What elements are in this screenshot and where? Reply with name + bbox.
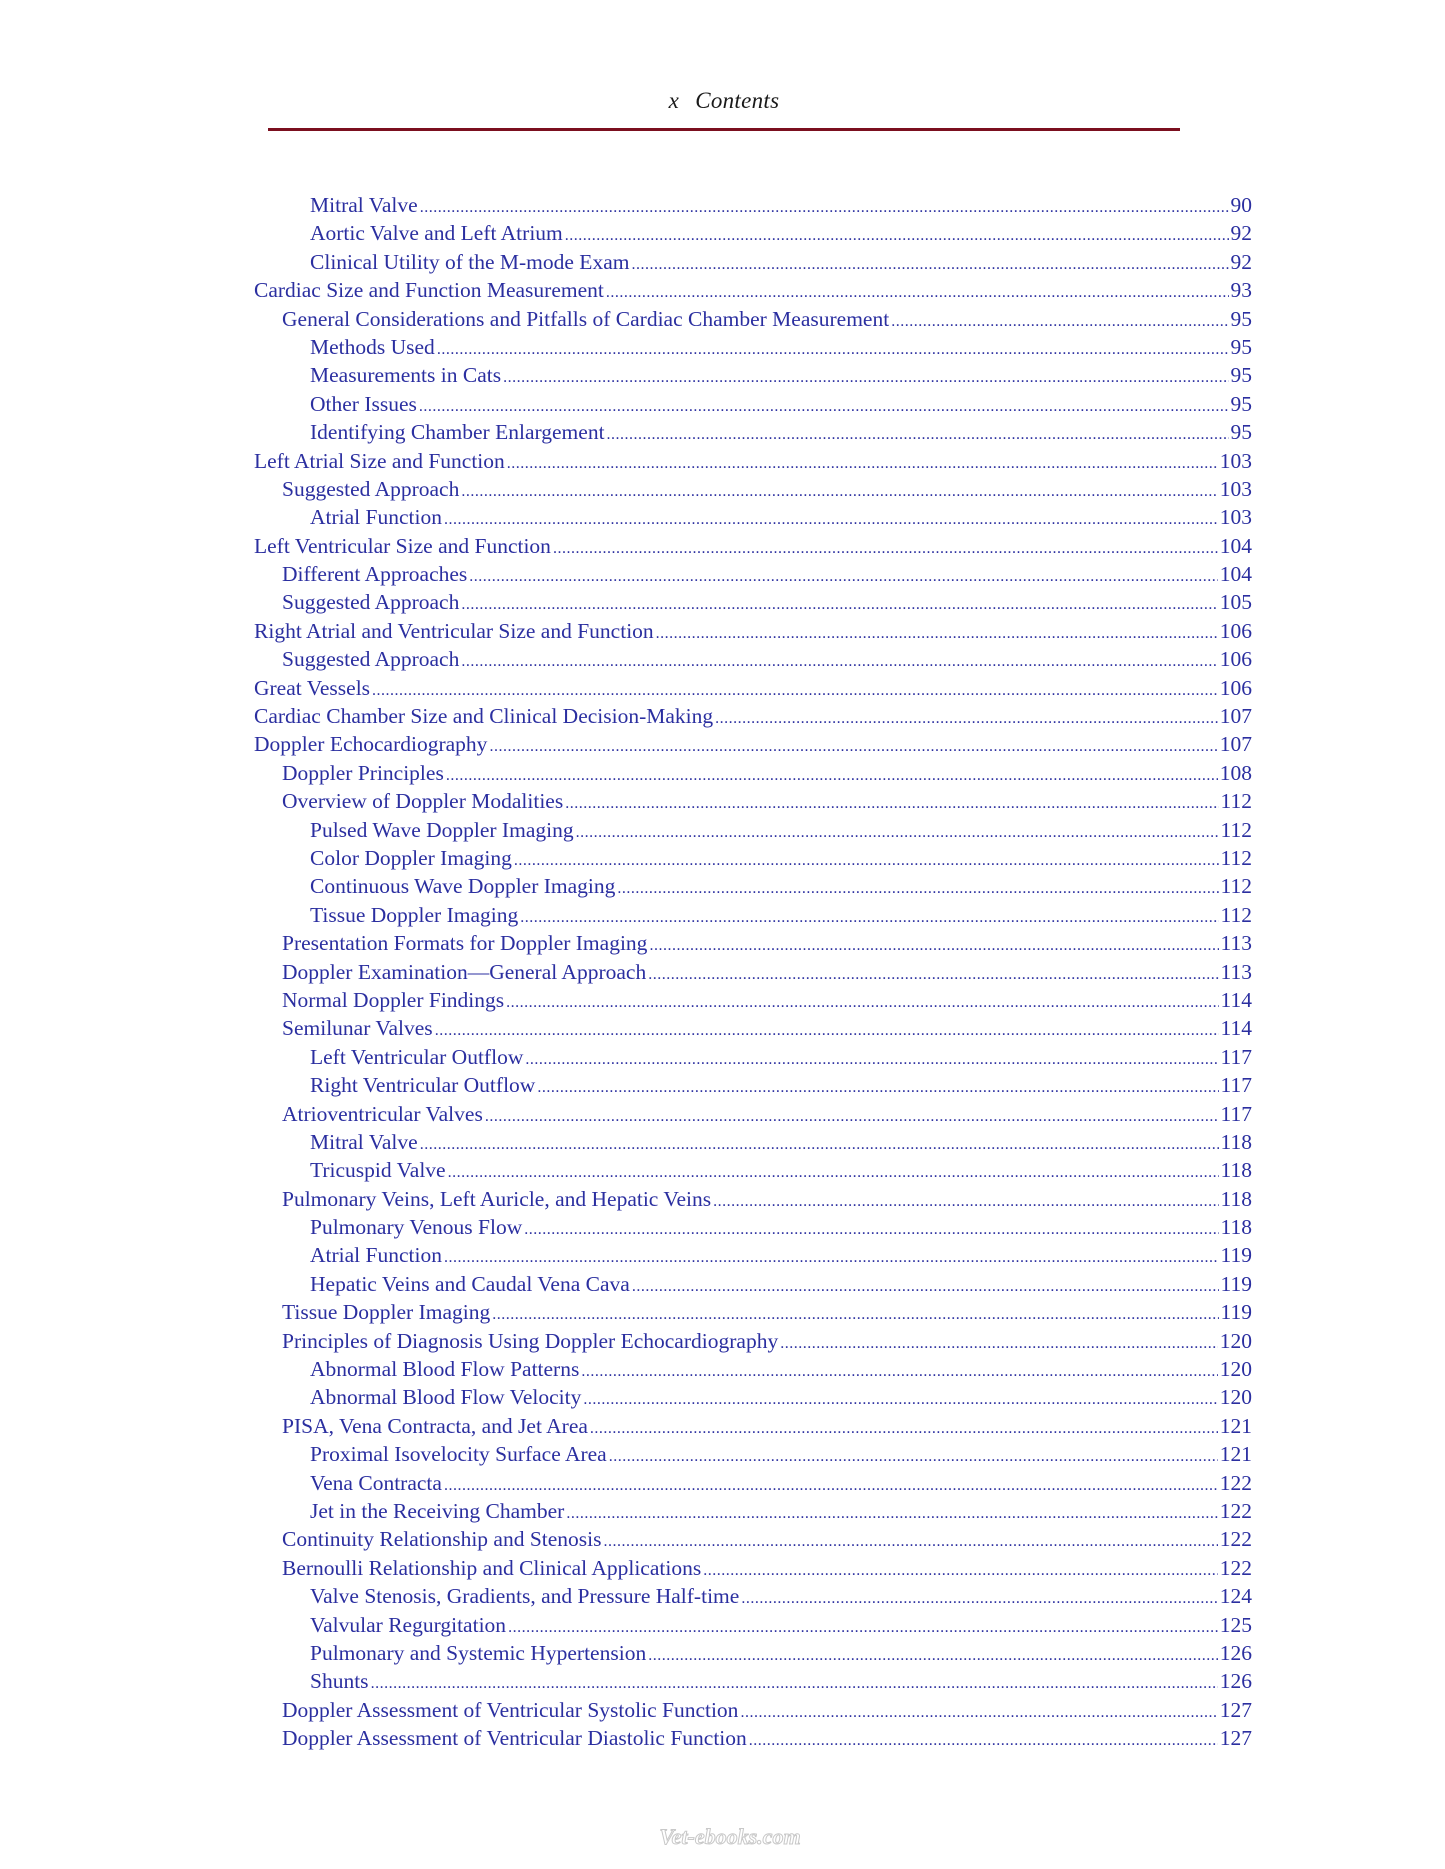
dot-leader (649, 937, 1218, 955)
toc-entry-title[interactable]: Tricuspid Valve (310, 1158, 446, 1183)
toc-entry-title[interactable]: Continuity Relationship and Stenosis (282, 1527, 602, 1552)
toc-entry-page[interactable]: 119 (1220, 1300, 1252, 1325)
toc-entry-title[interactable]: Pulmonary Veins, Left Auricle, and Hepatic Veins (282, 1186, 712, 1211)
toc-entry-title[interactable]: Atrial Function (310, 1243, 442, 1268)
toc-entry[interactable] (254, 590, 1252, 618)
toc-entry-title[interactable]: Other Issues (310, 391, 417, 416)
toc-entry[interactable] (254, 704, 1252, 732)
toc-entry-title[interactable]: Cardiac Size and Function Measurement (254, 278, 604, 303)
toc-entry[interactable] (254, 1414, 1252, 1442)
toc-entry-page[interactable]: 122 (1219, 1555, 1252, 1580)
toc-entry[interactable] (254, 1499, 1252, 1527)
toc-entry-page[interactable]: 103 (1219, 505, 1252, 530)
dot-leader (435, 1022, 1219, 1040)
toc-entry-page[interactable]: 106 (1219, 647, 1252, 672)
toc-entry-page[interactable]: 92 (1230, 249, 1252, 274)
toc-entry-page[interactable]: 126 (1219, 1640, 1252, 1665)
toc-entry-page[interactable]: 112 (1220, 845, 1252, 870)
dot-leader (741, 1590, 1217, 1608)
toc-entry-page[interactable]: 117 (1220, 1073, 1252, 1098)
toc-entry-page[interactable]: 117 (1220, 1101, 1252, 1126)
dot-leader (448, 1164, 1219, 1182)
toc-entry-page[interactable]: 125 (1219, 1612, 1252, 1637)
toc-entry-title[interactable]: Suggested Approach (282, 590, 460, 615)
dot-leader (503, 369, 1228, 387)
toc-entry[interactable] (254, 1726, 1252, 1754)
toc-entry-page[interactable]: 108 (1219, 760, 1252, 785)
dot-leader (461, 596, 1217, 614)
toc-entry[interactable] (254, 1130, 1252, 1158)
toc-entry-title[interactable]: Valvular Regurgitation (310, 1612, 507, 1637)
toc-entry-page[interactable]: 120 (1219, 1328, 1252, 1353)
toc-entry[interactable] (254, 335, 1252, 363)
toc-entry-title[interactable]: Different Approaches (282, 562, 468, 587)
toc-entry-title[interactable]: Suggested Approach (282, 476, 460, 501)
toc-entry-title[interactable]: Pulsed Wave Doppler Imaging (310, 817, 574, 842)
toc-entry[interactable] (254, 818, 1252, 846)
dot-leader (524, 1221, 1218, 1239)
dot-leader (419, 398, 1229, 416)
toc-entry[interactable] (254, 221, 1252, 249)
toc-entry-page[interactable]: 122 (1219, 1470, 1252, 1495)
toc-entry[interactable] (254, 420, 1252, 448)
dot-leader (590, 1420, 1218, 1438)
dot-leader (461, 653, 1217, 671)
toc-entry[interactable] (254, 846, 1252, 874)
dot-leader (507, 455, 1218, 473)
toc-entry-title[interactable]: Tissue Doppler Imaging (310, 902, 519, 927)
toc-entry[interactable] (254, 931, 1252, 959)
toc-entry-title[interactable]: Overview of Doppler Modalities (282, 789, 564, 814)
toc-entry[interactable] (254, 647, 1252, 675)
toc-entry[interactable] (254, 1045, 1252, 1073)
dot-leader (609, 1448, 1218, 1466)
dot-leader (446, 767, 1218, 785)
toc-entry-page[interactable]: 95 (1230, 306, 1252, 331)
toc-entry[interactable] (254, 619, 1252, 647)
toc-entry-page[interactable]: 127 (1219, 1726, 1252, 1751)
toc-entry-title[interactable]: PISA, Vena Contracta, and Jet Area (282, 1413, 588, 1438)
toc-entry-page[interactable]: 114 (1220, 1016, 1252, 1041)
dot-leader (420, 199, 1229, 217)
toc-entry-page[interactable]: 124 (1219, 1584, 1252, 1609)
toc-entry[interactable] (254, 1556, 1252, 1584)
dot-leader (525, 1051, 1218, 1069)
toc-entry-title[interactable]: Atrial Function (310, 505, 442, 530)
toc-entry[interactable] (254, 1073, 1252, 1101)
table-of-contents (254, 193, 1252, 1754)
toc-entry[interactable] (254, 1527, 1252, 1555)
toc-entry-page[interactable]: 114 (1220, 987, 1252, 1012)
toc-entry-page[interactable]: 95 (1230, 420, 1252, 445)
dot-leader (485, 1108, 1219, 1126)
toc-entry[interactable] (254, 278, 1252, 306)
toc-entry-page[interactable]: 118 (1220, 1186, 1252, 1211)
dot-leader (489, 738, 1217, 756)
svg-text:Vet-ebooks.com: Vet-ebooks.com (659, 1824, 801, 1849)
dot-leader (606, 284, 1229, 302)
toc-entry-title[interactable]: Clinical Utility of the M-mode Exam (310, 249, 630, 274)
toc-entry[interactable] (254, 1385, 1252, 1413)
toc-entry[interactable] (254, 960, 1252, 988)
toc-entry-page[interactable]: 112 (1220, 817, 1252, 842)
toc-entry-title[interactable]: Measurements in Cats (310, 363, 502, 388)
toc-entry-page[interactable]: 122 (1219, 1498, 1252, 1523)
toc-entry-page[interactable]: 127 (1219, 1697, 1252, 1722)
toc-entry[interactable] (254, 505, 1252, 533)
dot-leader (469, 568, 1217, 586)
toc-entry-page[interactable]: 106 (1219, 675, 1252, 700)
toc-entry-page[interactable]: 120 (1219, 1357, 1252, 1382)
toc-entry[interactable] (254, 789, 1252, 817)
toc-entry[interactable] (254, 1102, 1252, 1130)
page-number: x (668, 88, 680, 113)
dot-leader (420, 1136, 1219, 1154)
toc-entry[interactable] (254, 761, 1252, 789)
dot-leader (648, 966, 1218, 984)
dot-leader (604, 1533, 1218, 1551)
watermark-logo (630, 1822, 830, 1852)
toc-entry[interactable] (254, 903, 1252, 931)
toc-entry-title[interactable]: Right Ventricular Outflow (310, 1073, 536, 1098)
toc-entry[interactable] (254, 392, 1252, 420)
toc-entry[interactable] (254, 732, 1252, 760)
toc-entry-page[interactable]: 90 (1230, 193, 1252, 217)
toc-entry-title[interactable]: Color Doppler Imaging (310, 845, 512, 870)
toc-entry-title[interactable]: Pulmonary and Systemic Hypertension (310, 1640, 647, 1665)
toc-entry-title[interactable]: Doppler Principles (282, 760, 444, 785)
toc-entry[interactable] (254, 1016, 1252, 1044)
dot-leader (437, 341, 1229, 359)
toc-entry-page[interactable]: 119 (1220, 1271, 1252, 1296)
dot-leader (461, 483, 1217, 501)
toc-entry-title[interactable]: Shunts (310, 1669, 369, 1694)
toc-entry[interactable] (254, 1669, 1252, 1697)
dot-leader (566, 1505, 1217, 1523)
toc-entry[interactable] (254, 1698, 1252, 1726)
dot-leader (576, 824, 1219, 842)
dot-leader (444, 511, 1218, 529)
dot-leader (713, 1193, 1218, 1211)
toc-entry-page[interactable]: 103 (1219, 476, 1252, 501)
dot-leader (371, 1675, 1218, 1693)
toc-entry-title[interactable]: Right Atrial and Ventricular Size and Function (254, 618, 654, 643)
toc-entry[interactable] (254, 1357, 1252, 1385)
toc-entry[interactable] (254, 1584, 1252, 1612)
header-rule (268, 128, 1180, 131)
toc-entry-page[interactable]: 112 (1220, 902, 1252, 927)
dot-leader (506, 994, 1218, 1012)
dot-leader (520, 909, 1218, 927)
toc-entry[interactable] (254, 988, 1252, 1016)
toc-entry-title[interactable]: Tissue Doppler Imaging (282, 1300, 491, 1325)
toc-entry-page[interactable]: 117 (1220, 1044, 1252, 1069)
toc-entry-title[interactable]: Principles of Diagnosis Using Doppler Echocardiography (282, 1328, 779, 1353)
toc-entry-title[interactable]: Proximal Isovelocity Surface Area (310, 1442, 607, 1467)
toc-entry-page[interactable]: 95 (1230, 363, 1252, 388)
toc-entry-page[interactable]: 104 (1219, 533, 1252, 558)
toc-entry-page[interactable]: 107 (1219, 704, 1252, 729)
toc-entry-title[interactable]: Presentation Formats for Doppler Imaging (282, 931, 648, 956)
toc-entry[interactable] (254, 562, 1252, 590)
toc-entry-page[interactable]: 103 (1219, 448, 1252, 473)
dot-leader (508, 1619, 1218, 1637)
toc-entry[interactable] (254, 1243, 1252, 1271)
toc-entry-title[interactable]: Doppler Echocardiography (254, 732, 488, 757)
dot-leader (565, 227, 1229, 245)
toc-entry-title[interactable]: General Considerations and Pitfalls of Cardiac Chamber Measurement (282, 306, 890, 331)
toc-entry-page[interactable]: 93 (1230, 278, 1252, 303)
toc-entry-title[interactable]: Left Ventricular Size and Function (254, 533, 551, 558)
toc-entry-title[interactable]: Bernoulli Relationship and Clinical Applications (282, 1555, 702, 1580)
dot-leader (492, 1306, 1218, 1324)
toc-entry[interactable] (254, 1641, 1252, 1669)
toc-entry-page[interactable]: 113 (1220, 959, 1252, 984)
toc-entry-title[interactable]: Semilunar Valves (282, 1016, 433, 1041)
toc-entry-page[interactable]: 104 (1219, 562, 1252, 587)
toc-entry[interactable] (254, 449, 1252, 477)
toc-entry[interactable] (254, 676, 1252, 704)
toc-entry[interactable] (254, 193, 1252, 221)
dot-leader (656, 625, 1218, 643)
toc-entry-title[interactable]: Identifying Chamber Enlargement (310, 420, 605, 445)
dot-leader (648, 1647, 1218, 1665)
toc-entry-page[interactable]: 118 (1220, 1215, 1252, 1240)
dot-leader (715, 710, 1218, 728)
dot-leader (372, 682, 1218, 700)
toc-entry-title[interactable]: Suggested Approach (282, 647, 460, 672)
toc-entry-title[interactable]: Abnormal Blood Flow Velocity (310, 1385, 582, 1410)
toc-entry-title[interactable]: Vena Contracta (310, 1470, 442, 1495)
toc-entry-page[interactable]: 105 (1219, 590, 1252, 615)
toc-entry[interactable] (254, 1187, 1252, 1215)
toc-entry[interactable] (254, 1158, 1252, 1186)
dot-leader (581, 1363, 1217, 1381)
toc-entry-page[interactable]: 118 (1220, 1129, 1252, 1154)
dot-leader (780, 1335, 1218, 1353)
dot-leader (607, 426, 1229, 444)
toc-entry-title[interactable]: Atrioventricular Valves (282, 1101, 483, 1126)
toc-entry-title[interactable]: Great Vessels (254, 675, 371, 700)
toc-entry-page[interactable]: 113 (1220, 931, 1252, 956)
dot-leader (749, 1732, 1218, 1750)
toc-entry[interactable] (254, 1215, 1252, 1243)
toc-entry-title[interactable]: Jet in the Receiving Chamber (310, 1498, 565, 1523)
toc-entry-page[interactable]: 112 (1220, 874, 1252, 899)
toc-entry[interactable] (254, 874, 1252, 902)
toc-entry-title[interactable]: Cardiac Chamber Size and Clinical Decision-Making (254, 704, 714, 729)
toc-entry-title[interactable]: Doppler Assessment of Ventricular Diastolic Function (282, 1726, 747, 1751)
toc-entry[interactable] (254, 1329, 1252, 1357)
toc-entry-title[interactable]: Hepatic Veins and Caudal Vena Cava (310, 1271, 630, 1296)
toc-entry[interactable] (254, 363, 1252, 391)
toc-entry-title[interactable]: Doppler Assessment of Ventricular Systolic Function (282, 1697, 739, 1722)
toc-entry[interactable] (254, 1442, 1252, 1470)
toc-entry[interactable] (254, 1613, 1252, 1641)
dot-leader (444, 1477, 1218, 1495)
page-title: Contents (695, 88, 780, 113)
toc-entry-page[interactable]: 106 (1219, 618, 1252, 643)
dot-leader (891, 313, 1228, 331)
toc-entry[interactable] (254, 1300, 1252, 1328)
dot-leader (617, 880, 1218, 898)
toc-entry-page[interactable]: 107 (1219, 732, 1252, 757)
toc-entry-title[interactable]: Aortic Valve and Left Atrium (310, 221, 563, 246)
toc-entry-page[interactable]: 121 (1219, 1442, 1252, 1467)
toc-entry-title[interactable]: Left Ventricular Outflow (310, 1044, 524, 1069)
dot-leader (583, 1391, 1217, 1409)
toc-entry-title[interactable]: Doppler Examination—General Approach (282, 959, 647, 984)
toc-entry[interactable] (254, 307, 1252, 335)
toc-entry-page[interactable]: 95 (1230, 334, 1252, 359)
toc-entry-title[interactable]: Left Atrial Size and Function (254, 448, 505, 473)
toc-entry-title[interactable]: Valve Stenosis, Gradients, and Pressure Half-time (310, 1584, 740, 1609)
toc-entry[interactable] (254, 1272, 1252, 1300)
dot-leader (514, 852, 1219, 870)
dot-leader (703, 1562, 1218, 1580)
toc-entry-title[interactable]: Normal Doppler Findings (282, 987, 505, 1012)
toc-entry-title[interactable]: Mitral Valve (310, 1129, 418, 1154)
toc-entry[interactable] (254, 534, 1252, 562)
toc-entry-page[interactable]: 112 (1220, 789, 1252, 814)
dot-leader (537, 1079, 1218, 1097)
toc-entry-title[interactable]: Mitral Valve (310, 193, 418, 217)
toc-entry-page[interactable]: 121 (1219, 1413, 1252, 1438)
toc-entry-page[interactable]: 118 (1220, 1158, 1252, 1183)
toc-entry-page[interactable]: 122 (1219, 1527, 1252, 1552)
toc-entry-title[interactable]: Abnormal Blood Flow Patterns (310, 1357, 580, 1382)
toc-entry-page[interactable]: 120 (1219, 1385, 1252, 1410)
dot-leader (631, 256, 1228, 274)
toc-entry[interactable] (254, 477, 1252, 505)
dot-leader (444, 1249, 1219, 1267)
dot-leader (632, 1278, 1219, 1296)
toc-entry-page[interactable]: 119 (1220, 1243, 1252, 1268)
toc-entry[interactable] (254, 1471, 1252, 1499)
toc-entry-page[interactable]: 95 (1230, 391, 1252, 416)
toc-entry-page[interactable]: 126 (1219, 1669, 1252, 1694)
toc-entry-title[interactable]: Pulmonary Venous Flow (310, 1215, 523, 1240)
toc-entry-title[interactable]: Methods Used (310, 334, 435, 359)
toc-entry-title[interactable]: Continuous Wave Doppler Imaging (310, 874, 616, 899)
page-header (268, 88, 1180, 114)
dot-leader (740, 1704, 1217, 1722)
toc-entry-page[interactable]: 92 (1230, 221, 1252, 246)
toc-entry[interactable] (254, 250, 1252, 278)
dot-leader (553, 540, 1218, 558)
dot-leader (565, 795, 1218, 813)
